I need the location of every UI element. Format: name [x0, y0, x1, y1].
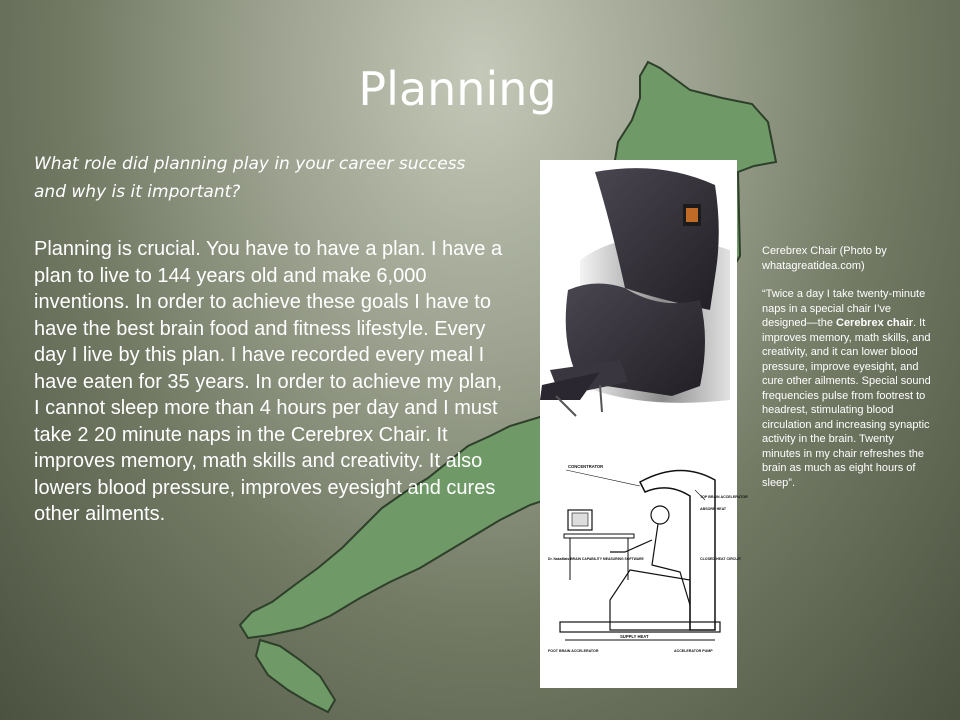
diagram-label-concentrator: CONCENTRATOR: [568, 464, 604, 469]
diagram-label-supply-heat: SUPPLY HEAT: [620, 634, 649, 639]
diagram-label-absorb-heat: ABSORB HEAT: [700, 507, 727, 511]
answer-text: Planning is crucial. You have to have a plan. I have a plan to live to 144 years old and make 6,000 inventions. In order to achieve these goals I have to have the best brain food and fitness lifestyle. Every day I live by this plan. I have recorded every meal I have eaten for 35 years. In order to achieve my plan, I cannot sleep more than 4 hours per day and I must take 2 20 minute naps in the Cerebrex Chair. It improves memory, math skills and creativity. It also lowers blood pressure, improves eyesight and cures other ailments.: [34, 238, 503, 525]
photo-caption: [762, 244, 934, 504]
photo-credit: Cerebrex Chair (Photo by whatagreatidea.com): [762, 245, 887, 272]
interview-question: What role did planning play in your career success and why is it important?: [34, 154, 466, 202]
diagram-label-accelerator-pump: ACCELERATOR PUMP: [674, 649, 713, 653]
cerebrex-chair-photo: [540, 160, 748, 688]
caption-quote: “Twice a day I take twenty-minute naps in a special chair I’ve designed—the Cerebrex chair. It improves memory, math skills, and creativity, and it can lower blood pressure, improve eyesight, and cure other ailments. Special sound frequencies pulse from footrest to headrest, stimulating blood circulation and increasing synaptic activity in the brain. Twenty minutes in my chair refreshes the brain as much as eight hours of sleep”.: [762, 288, 931, 489]
slide-title: Planning: [358, 62, 557, 116]
diagram-label-closed-heat-circuit: CLOSED HEAT CIRCUIT: [700, 557, 742, 561]
chair-photo: [540, 160, 733, 440]
diagram-label-foot-brain-accelerator: FOOT BRAIN ACCELERATOR: [548, 649, 599, 653]
cerebrex-name: Cerebrex chair: [836, 317, 914, 329]
diagram-label-software: Dr. NakaMats BRAIN CAPABILITY MEASURING SOFTWARE: [548, 557, 644, 561]
chair-diagram: [544, 450, 748, 684]
diagram-label-top-brain-accelerator: TOP BRAIN ACCELERATOR: [700, 495, 748, 499]
